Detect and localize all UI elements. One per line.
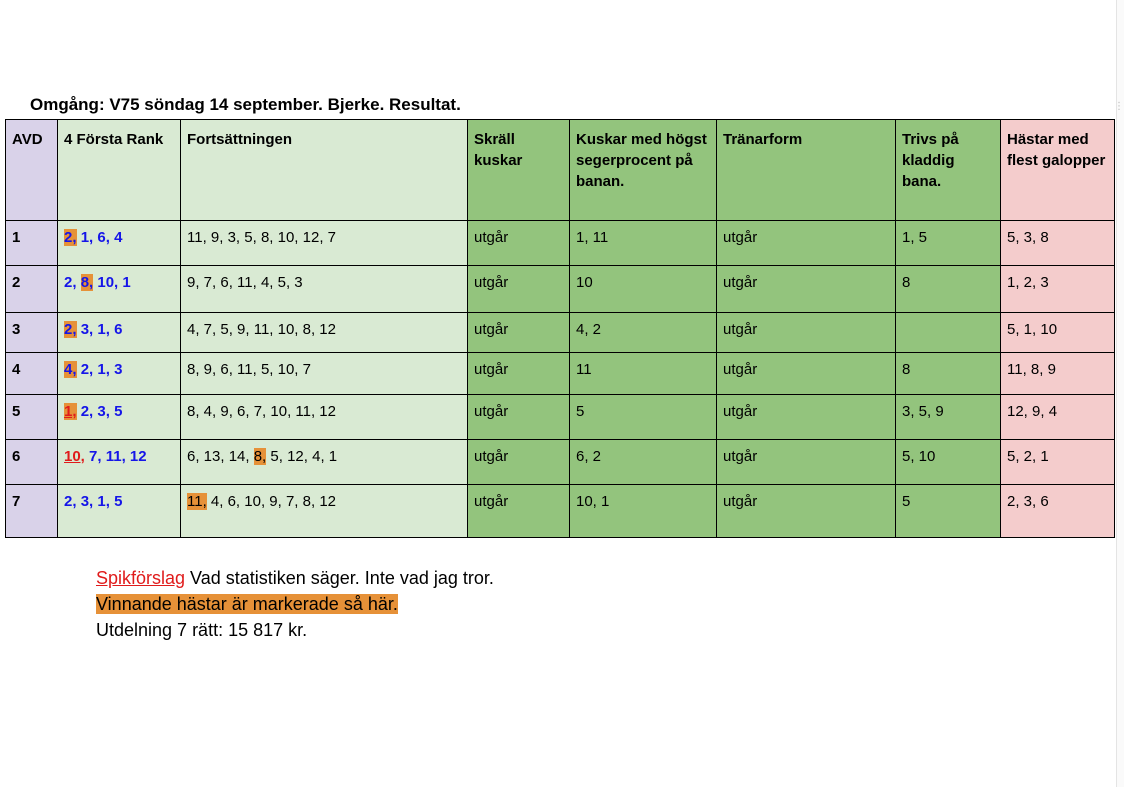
rank-number: 8, bbox=[80, 274, 94, 291]
skrall-cell: utgår bbox=[468, 395, 570, 440]
galopper-cell: 5, 2, 1 bbox=[1001, 440, 1115, 485]
header-rank: 4 Första Rank bbox=[58, 120, 181, 221]
rank-number: 7, bbox=[89, 448, 102, 465]
rank-number: 4 bbox=[114, 229, 123, 246]
galopper-cell: 2, 3, 6 bbox=[1001, 485, 1115, 538]
avd-number: 5 bbox=[6, 395, 58, 440]
spik-label: Spikförslag bbox=[96, 568, 186, 588]
continuation-segment: 9, 7, 6, 11, 4, 5, 3 bbox=[187, 274, 303, 291]
avd-number: 7 bbox=[6, 485, 58, 538]
rank-number: 6 bbox=[114, 321, 123, 338]
tranarform-cell: utgår bbox=[717, 353, 896, 395]
rank-number: 11, bbox=[105, 448, 126, 465]
continuation-segment: 4, 6, 10, 9, 7, 8, 12 bbox=[206, 493, 337, 510]
galopper-cell: 5, 3, 8 bbox=[1001, 221, 1115, 266]
kuskar-cell: 10, 1 bbox=[570, 485, 717, 538]
rank-number: 2, bbox=[64, 274, 77, 291]
results-table bbox=[5, 119, 1115, 538]
kuskar-cell: 6, 2 bbox=[570, 440, 717, 485]
skrall-cell: utgår bbox=[468, 266, 570, 313]
tranarform-cell: utgår bbox=[717, 266, 896, 313]
rank-number: 3, bbox=[80, 321, 94, 338]
avd-number: 1 bbox=[6, 221, 58, 266]
tranarform-cell: utgår bbox=[717, 440, 896, 485]
rank-number: 1, bbox=[97, 493, 110, 510]
header-row bbox=[6, 120, 1115, 221]
kuskar-cell: 1, 11 bbox=[570, 221, 717, 266]
kuskar-cell: 11 bbox=[570, 353, 717, 395]
rank-number: 12 bbox=[129, 448, 147, 465]
rank-cell bbox=[58, 221, 181, 266]
skrall-cell: utgår bbox=[468, 485, 570, 538]
kuskar-cell: 5 bbox=[570, 395, 717, 440]
table-row bbox=[6, 353, 1115, 395]
table-row bbox=[6, 440, 1115, 485]
skrall-cell: utgår bbox=[468, 221, 570, 266]
continuation-cell bbox=[181, 221, 468, 266]
header-trivs: Trivs på kladdig bana. bbox=[896, 120, 1001, 221]
table-row bbox=[6, 221, 1115, 266]
rank-number: 5 bbox=[114, 493, 123, 510]
header-skrall: Skräll kuskar bbox=[468, 120, 570, 221]
drag-handle-icon[interactable]: ⋮ bbox=[1114, 101, 1124, 112]
rank-cell bbox=[58, 353, 181, 395]
skrall-cell: utgår bbox=[468, 313, 570, 353]
trivs-cell bbox=[896, 313, 1001, 353]
rank-number: 6, bbox=[97, 229, 110, 246]
avd-number: 6 bbox=[6, 440, 58, 485]
avd-number: 2 bbox=[6, 266, 58, 313]
continuation-segment: 5, 12, 4, 1 bbox=[266, 448, 338, 465]
spik-note bbox=[96, 565, 494, 591]
avd-number: 4 bbox=[6, 353, 58, 395]
tranarform-cell: utgår bbox=[717, 485, 896, 538]
trivs-cell: 8 bbox=[896, 353, 1001, 395]
continuation-segment: 11, bbox=[187, 493, 207, 510]
rank-number: 10, bbox=[64, 448, 85, 465]
rank-number: 1, bbox=[80, 229, 94, 246]
rank-number: 10, bbox=[97, 274, 119, 291]
rank-cell bbox=[58, 395, 181, 440]
rank-number: 1, bbox=[64, 403, 77, 420]
trivs-cell: 5 bbox=[896, 485, 1001, 538]
continuation-cell bbox=[181, 395, 468, 440]
kuskar-cell: 10 bbox=[570, 266, 717, 313]
table-row bbox=[6, 395, 1115, 440]
avd-number: 3 bbox=[6, 313, 58, 353]
rank-number: 2, bbox=[64, 229, 77, 246]
header-galopper: Hästar med flest galopper bbox=[1001, 120, 1115, 221]
rank-number: 4, bbox=[64, 361, 77, 378]
galopper-cell: 11, 8, 9 bbox=[1001, 353, 1115, 395]
trivs-cell: 8 bbox=[896, 266, 1001, 313]
rank-number: 3, bbox=[80, 493, 94, 510]
payout-note: Utdelning 7 rätt: 15 817 kr. bbox=[96, 620, 308, 640]
tranarform-cell: utgår bbox=[717, 395, 896, 440]
continuation-segment: 4, 7, 5, 9, 11, 10, 8, 12 bbox=[187, 321, 336, 338]
continuation-cell bbox=[181, 440, 468, 485]
rank-number: 2, bbox=[64, 493, 77, 510]
galopper-cell: 5, 1, 10 bbox=[1001, 313, 1115, 353]
rank-number: 2, bbox=[80, 403, 94, 420]
header-avd: AVD bbox=[6, 120, 58, 221]
rank-cell bbox=[58, 266, 181, 313]
trivs-cell: 1, 5 bbox=[896, 221, 1001, 266]
kuskar-cell: 4, 2 bbox=[570, 313, 717, 353]
rank-number: 3, bbox=[97, 403, 110, 420]
continuation-segment: 6, 13, 14, bbox=[187, 448, 254, 465]
rank-number: 1, bbox=[97, 361, 110, 378]
galopper-cell: 1, 2, 3 bbox=[1001, 266, 1115, 313]
spik-text: Vad statistiken säger. Inte vad jag tror. bbox=[185, 568, 494, 588]
header-continuation: Fortsättningen bbox=[181, 120, 468, 221]
continuation-cell bbox=[181, 485, 468, 538]
rank-cell bbox=[58, 313, 181, 353]
page-title: Omgång: V75 söndag 14 september. Bjerke. Resultat. bbox=[30, 95, 461, 114]
continuation-cell bbox=[181, 266, 468, 313]
header-kuskar: Kuskar med högst segerprocent på banan. bbox=[570, 120, 717, 221]
rank-cell bbox=[58, 485, 181, 538]
page-edge-scrollbar[interactable] bbox=[1116, 0, 1124, 787]
rank-number: 3 bbox=[114, 361, 123, 378]
results-body bbox=[6, 221, 1115, 538]
continuation-cell bbox=[181, 353, 468, 395]
tranarform-cell: utgår bbox=[717, 221, 896, 266]
rank-number: 2, bbox=[80, 361, 94, 378]
skrall-cell: utgår bbox=[468, 440, 570, 485]
rank-cell bbox=[58, 440, 181, 485]
table-row bbox=[6, 313, 1115, 353]
rank-number: 5 bbox=[114, 403, 123, 420]
continuation-segment: 8, bbox=[253, 448, 267, 465]
trivs-cell: 3, 5, 9 bbox=[896, 395, 1001, 440]
header-tranarform: Tränarform bbox=[717, 120, 896, 221]
notes-block bbox=[96, 565, 494, 643]
galopper-cell: 12, 9, 4 bbox=[1001, 395, 1115, 440]
continuation-cell bbox=[181, 313, 468, 353]
tranarform-cell: utgår bbox=[717, 313, 896, 353]
trivs-cell: 5, 10 bbox=[896, 440, 1001, 485]
winners-legend: Vinnande hästar är markerade så här. bbox=[96, 594, 398, 614]
continuation-segment: 8, 9, 6, 11, 5, 10, 7 bbox=[187, 361, 311, 378]
continuation-segment: 8, 4, 9, 6, 7, 10, 11, 12 bbox=[187, 403, 336, 420]
continuation-segment: 11, 9, 3, 5, 8, 10, 12, 7 bbox=[187, 229, 336, 246]
rank-number: 2, bbox=[64, 321, 77, 338]
rank-number: 1 bbox=[122, 274, 131, 291]
rank-number: 1, bbox=[97, 321, 110, 338]
table-row bbox=[6, 266, 1115, 313]
table-row bbox=[6, 485, 1115, 538]
skrall-cell: utgår bbox=[468, 353, 570, 395]
